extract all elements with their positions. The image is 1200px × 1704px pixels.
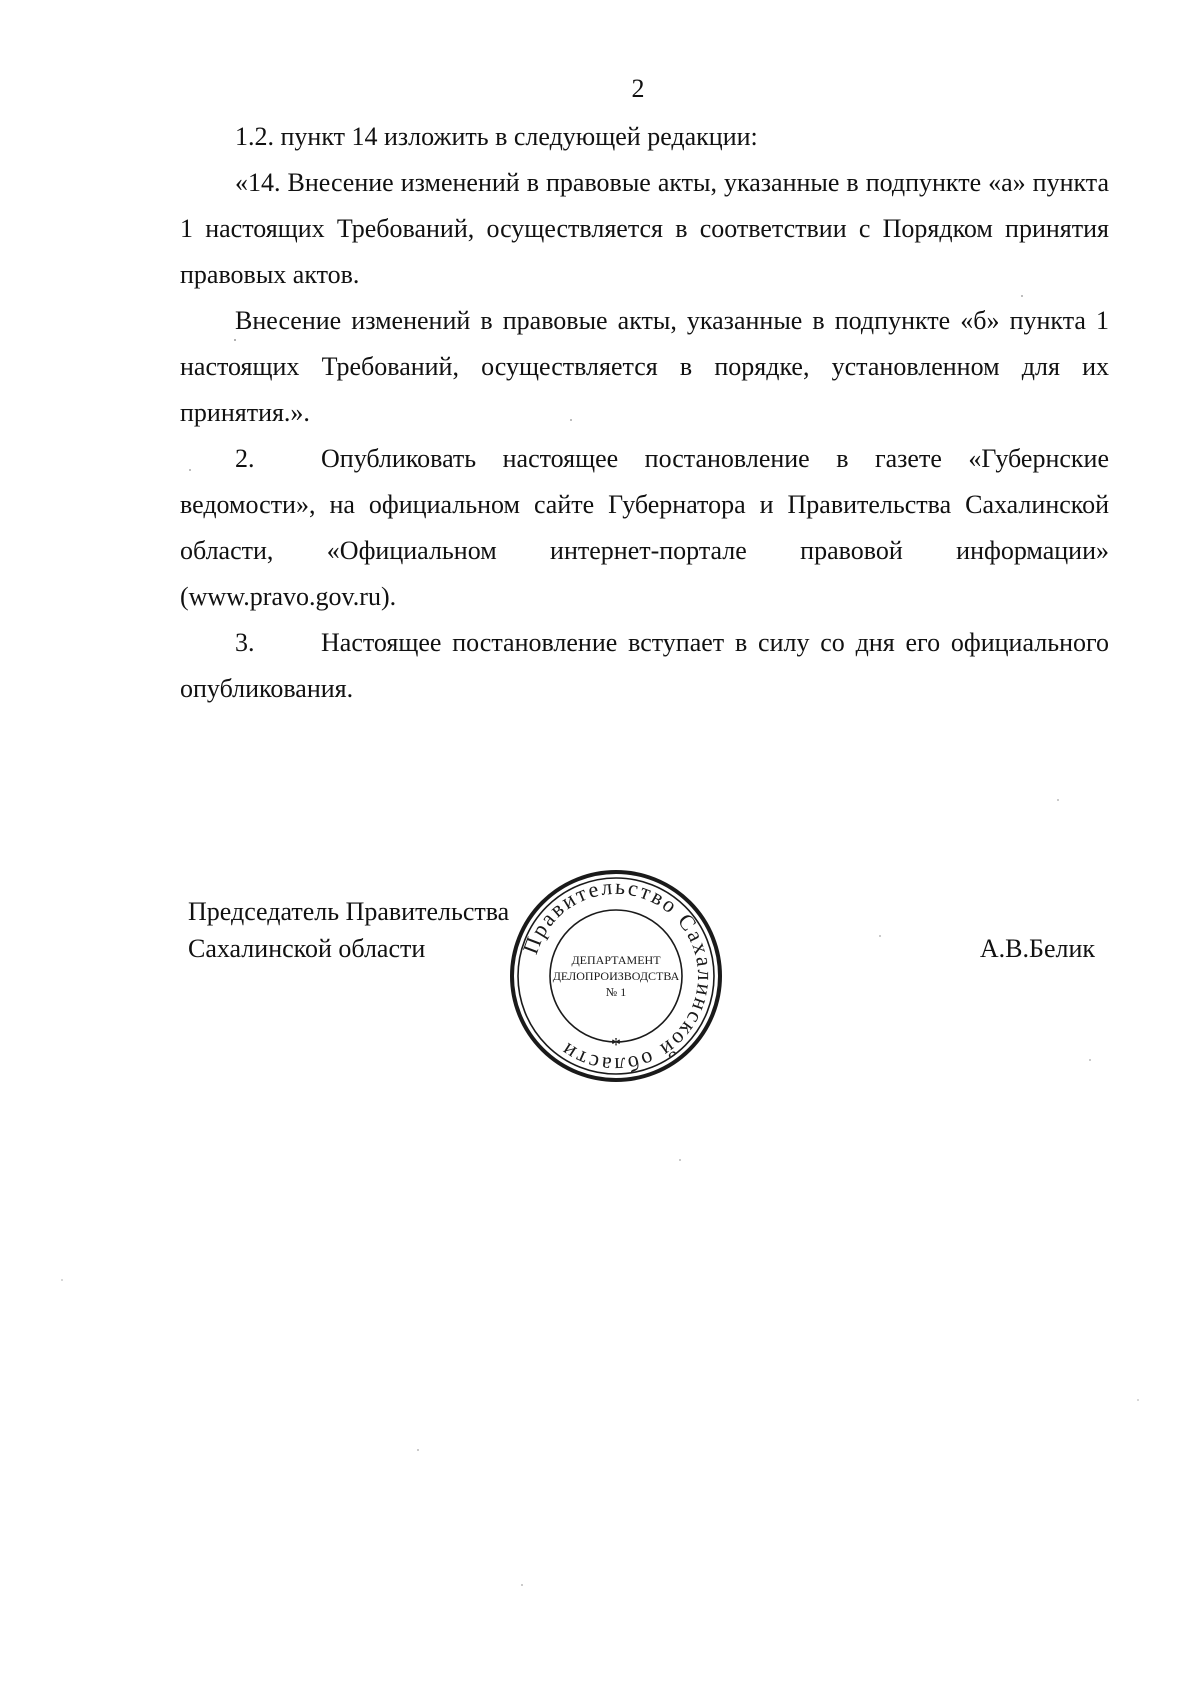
paragraph-14: «14. Внесение изменений в правовые акты, указанные в подпункте «а» пункта 1 настоящих Требований, осуществляется в соответствии с Порядком принятия правовых актов. <box>180 168 1109 289</box>
signature-position-line2: Сахалинской области <box>188 934 426 963</box>
signer-name: А.В.Белик <box>979 934 1095 963</box>
seal-center-line1: ДЕПАРТАМЕНТ <box>571 953 661 967</box>
seal-star: * <box>611 1034 621 1056</box>
seal-graphic <box>506 866 726 1086</box>
item-3 <box>180 620 1109 712</box>
paragraph-1-2: 1.2. пункт 14 изложить в следующей редакции: <box>235 122 758 151</box>
document-body <box>180 114 1109 712</box>
seal-center-line2: ДЕЛОПРОИЗВОДСТВА <box>552 969 680 983</box>
item-3-text: Настоящее постановление вступает в силу со дня его официального опубликования. <box>180 628 1109 703</box>
signature-position <box>188 893 509 967</box>
seal-ring-text: Правительство Сахалинской области <box>517 873 719 1079</box>
paragraph-14-second: Внесение изменений в правовые акты, указанные в подпункте «б» пункта 1 настоящих Требований, осуществляется в порядке, установленном для их принятия.». <box>180 306 1109 427</box>
item-2-text: Опубликовать настоящее постановление в газете «Губернские ведомости», на официальном сайте Губернатора и Правительства Сахалинской области, «Официальном интернет-портале правовой информации» (www.pravo.gov.ru). <box>180 444 1109 611</box>
item-2 <box>180 436 1109 620</box>
official-seal <box>506 866 726 1086</box>
signature-position-line1: Председатель Правительства <box>188 897 510 926</box>
page-number: 2 <box>631 74 645 103</box>
item-2-number: 2. <box>235 444 255 473</box>
item-3-number: 3. <box>235 628 255 657</box>
seal-center-line3: № 1 <box>605 985 627 999</box>
